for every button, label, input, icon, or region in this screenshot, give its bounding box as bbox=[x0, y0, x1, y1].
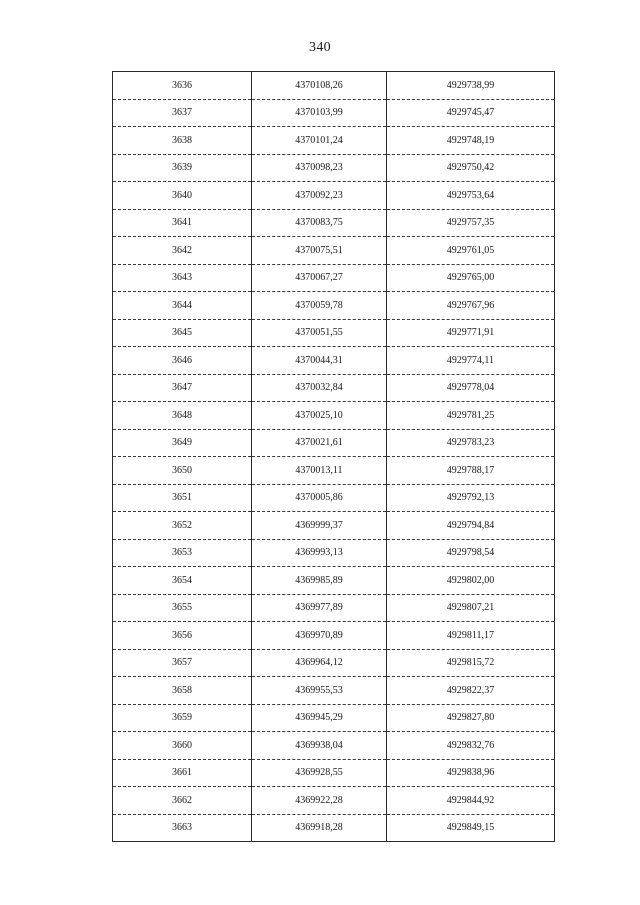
coordinates-table bbox=[112, 71, 555, 842]
y-coordinate-cell: 4929753,64 bbox=[387, 182, 555, 210]
table-row bbox=[113, 567, 555, 595]
table-row bbox=[113, 484, 555, 512]
table-row bbox=[113, 622, 555, 650]
point-number-cell: 3643 bbox=[113, 264, 252, 292]
table-row bbox=[113, 594, 555, 622]
x-coordinate-cell: 4369999,37 bbox=[252, 512, 387, 540]
x-coordinate-cell: 4369945,29 bbox=[252, 704, 387, 732]
x-coordinate-cell: 4370044,31 bbox=[252, 347, 387, 375]
point-number-cell: 3657 bbox=[113, 649, 252, 677]
table-row bbox=[113, 264, 555, 292]
table-row bbox=[113, 429, 555, 457]
x-coordinate-cell: 4370051,55 bbox=[252, 319, 387, 347]
y-coordinate-cell: 4929765,00 bbox=[387, 264, 555, 292]
point-number-cell: 3662 bbox=[113, 787, 252, 815]
table-row bbox=[113, 814, 555, 842]
x-coordinate-cell: 4370101,24 bbox=[252, 127, 387, 155]
x-coordinate-cell: 4369985,89 bbox=[252, 567, 387, 595]
x-coordinate-cell: 4370075,51 bbox=[252, 237, 387, 265]
page-number: 340 bbox=[309, 40, 331, 55]
point-number-cell: 3656 bbox=[113, 622, 252, 650]
y-coordinate-cell: 4929750,42 bbox=[387, 154, 555, 182]
point-number-cell: 3658 bbox=[113, 677, 252, 705]
point-number-cell: 3646 bbox=[113, 347, 252, 375]
point-number-cell: 3661 bbox=[113, 759, 252, 787]
y-coordinate-cell: 4929761,05 bbox=[387, 237, 555, 265]
point-number-cell: 3637 bbox=[113, 99, 252, 127]
point-number-cell: 3660 bbox=[113, 732, 252, 760]
y-coordinate-cell: 4929781,25 bbox=[387, 402, 555, 430]
y-coordinate-cell: 4929771,91 bbox=[387, 319, 555, 347]
y-coordinate-cell: 4929738,99 bbox=[387, 72, 555, 100]
x-coordinate-cell: 4369922,28 bbox=[252, 787, 387, 815]
table-row bbox=[113, 154, 555, 182]
table-row bbox=[113, 374, 555, 402]
table-row bbox=[113, 759, 555, 787]
x-coordinate-cell: 4370103,99 bbox=[252, 99, 387, 127]
y-coordinate-cell: 4929849,15 bbox=[387, 814, 555, 842]
y-coordinate-cell: 4929798,54 bbox=[387, 539, 555, 567]
table-row bbox=[113, 99, 555, 127]
x-coordinate-cell: 4369964,12 bbox=[252, 649, 387, 677]
table-row bbox=[113, 512, 555, 540]
table-row bbox=[113, 292, 555, 320]
x-coordinate-cell: 4369938,04 bbox=[252, 732, 387, 760]
x-coordinate-cell: 4369993,13 bbox=[252, 539, 387, 567]
x-coordinate-cell: 4370098,23 bbox=[252, 154, 387, 182]
y-coordinate-cell: 4929838,96 bbox=[387, 759, 555, 787]
point-number-cell: 3641 bbox=[113, 209, 252, 237]
table-row bbox=[113, 457, 555, 485]
table-row bbox=[113, 732, 555, 760]
x-coordinate-cell: 4369955,53 bbox=[252, 677, 387, 705]
coordinates-table-body bbox=[113, 72, 555, 842]
point-number-cell: 3653 bbox=[113, 539, 252, 567]
table-row bbox=[113, 402, 555, 430]
point-number-cell: 3636 bbox=[113, 72, 252, 100]
point-number-cell: 3642 bbox=[113, 237, 252, 265]
y-coordinate-cell: 4929815,72 bbox=[387, 649, 555, 677]
y-coordinate-cell: 4929827,80 bbox=[387, 704, 555, 732]
y-coordinate-cell: 4929802,00 bbox=[387, 567, 555, 595]
y-coordinate-cell: 4929844,92 bbox=[387, 787, 555, 815]
point-number-cell: 3652 bbox=[113, 512, 252, 540]
point-number-cell: 3663 bbox=[113, 814, 252, 842]
y-coordinate-cell: 4929745,47 bbox=[387, 99, 555, 127]
table-row bbox=[113, 72, 555, 100]
point-number-cell: 3648 bbox=[113, 402, 252, 430]
point-number-cell: 3645 bbox=[113, 319, 252, 347]
table-row bbox=[113, 237, 555, 265]
x-coordinate-cell: 4370021,61 bbox=[252, 429, 387, 457]
table-row bbox=[113, 787, 555, 815]
x-coordinate-cell: 4370083,75 bbox=[252, 209, 387, 237]
y-coordinate-cell: 4929767,96 bbox=[387, 292, 555, 320]
y-coordinate-cell: 4929807,21 bbox=[387, 594, 555, 622]
x-coordinate-cell: 4369977,89 bbox=[252, 594, 387, 622]
y-coordinate-cell: 4929774,11 bbox=[387, 347, 555, 375]
y-coordinate-cell: 4929757,35 bbox=[387, 209, 555, 237]
table-row bbox=[113, 319, 555, 347]
y-coordinate-cell: 4929788,17 bbox=[387, 457, 555, 485]
point-number-cell: 3638 bbox=[113, 127, 252, 155]
point-number-cell: 3659 bbox=[113, 704, 252, 732]
y-coordinate-cell: 4929832,76 bbox=[387, 732, 555, 760]
point-number-cell: 3640 bbox=[113, 182, 252, 210]
y-coordinate-cell: 4929778,04 bbox=[387, 374, 555, 402]
y-coordinate-cell: 4929811,17 bbox=[387, 622, 555, 650]
point-number-cell: 3644 bbox=[113, 292, 252, 320]
table-row bbox=[113, 209, 555, 237]
point-number-cell: 3647 bbox=[113, 374, 252, 402]
point-number-cell: 3655 bbox=[113, 594, 252, 622]
x-coordinate-cell: 4369970,89 bbox=[252, 622, 387, 650]
x-coordinate-cell: 4370092,23 bbox=[252, 182, 387, 210]
point-number-cell: 3654 bbox=[113, 567, 252, 595]
x-coordinate-cell: 4369918,28 bbox=[252, 814, 387, 842]
x-coordinate-cell: 4370005,86 bbox=[252, 484, 387, 512]
x-coordinate-cell: 4370108,26 bbox=[252, 72, 387, 100]
point-number-cell: 3639 bbox=[113, 154, 252, 182]
table-row bbox=[113, 182, 555, 210]
y-coordinate-cell: 4929822,37 bbox=[387, 677, 555, 705]
point-number-cell: 3650 bbox=[113, 457, 252, 485]
x-coordinate-cell: 4370013,11 bbox=[252, 457, 387, 485]
point-number-cell: 3651 bbox=[113, 484, 252, 512]
x-coordinate-cell: 4370025,10 bbox=[252, 402, 387, 430]
table-row bbox=[113, 677, 555, 705]
y-coordinate-cell: 4929792,13 bbox=[387, 484, 555, 512]
x-coordinate-cell: 4369928,55 bbox=[252, 759, 387, 787]
x-coordinate-cell: 4370032,84 bbox=[252, 374, 387, 402]
table-row bbox=[113, 539, 555, 567]
point-number-cell: 3649 bbox=[113, 429, 252, 457]
y-coordinate-cell: 4929783,23 bbox=[387, 429, 555, 457]
x-coordinate-cell: 4370067,27 bbox=[252, 264, 387, 292]
x-coordinate-cell: 4370059,78 bbox=[252, 292, 387, 320]
y-coordinate-cell: 4929794,84 bbox=[387, 512, 555, 540]
table-row bbox=[113, 127, 555, 155]
table-row bbox=[113, 649, 555, 677]
table-row bbox=[113, 704, 555, 732]
y-coordinate-cell: 4929748,19 bbox=[387, 127, 555, 155]
table-row bbox=[113, 347, 555, 375]
